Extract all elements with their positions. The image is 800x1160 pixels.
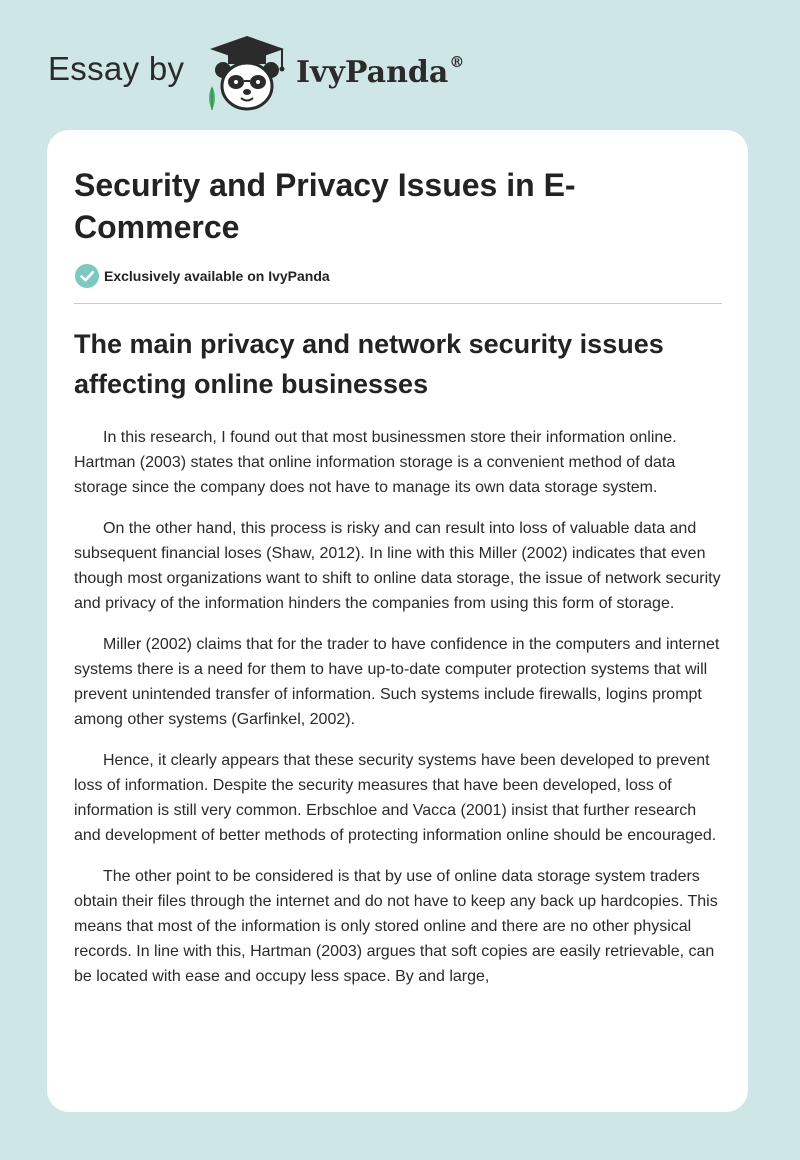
check-circle-icon	[74, 263, 100, 289]
divider	[74, 303, 722, 304]
brand-name-text: IvyPanda	[296, 55, 449, 90]
brand-name[interactable]	[296, 55, 464, 90]
paragraph: Miller (2002) claims that for the trader to have confidence in the computers and internet systems there is a need for them to have up-to-date computer protection systems that will prevent unintended transfer of information. Such systems include firewalls, logins prompt among other systems (Garfinkel, 2002).	[74, 636, 720, 728]
exclusive-badge	[74, 263, 330, 289]
panda-graduate-icon[interactable]	[202, 34, 292, 112]
essay-body	[74, 425, 724, 1005]
essay-card	[47, 130, 748, 1112]
registered-mark: ®	[449, 53, 465, 71]
paragraph: On the other hand, this process is risky and can result into loss of valuable data and subsequent financial loses (Shaw, 2012). In line with this Miller (2002) indicates that even though most organizations want to shift to online data storage, the issue of network security and privacy of the information hinders the companies from using this form of storage.	[74, 520, 721, 612]
paragraph: In this research, I found out that most businessmen store their information online. Hartman (2003) states that online information storage is a convenient method of data storage since the company does not have to manage its own data storage system.	[74, 429, 677, 496]
paragraph: The other point to be considered is that by use of online data storage system traders obtain their files through the internet and do not have to keep any back up hardcopies. This means that most of the information is only stored online and there are no other physical records. In line with this, Hartman (2003) argues that soft copies are easily retrievable, can be located with ease and occupy less space. By and large,	[74, 868, 718, 985]
section-heading: The main privacy and network security issues affecting online businesses	[74, 329, 664, 399]
essay-title: Security and Privacy Issues in E-Commerce	[74, 167, 576, 245]
site-header	[0, 0, 800, 130]
essay-by-label: Essay by	[48, 50, 185, 87]
paragraph: Hence, it clearly appears that these security systems have been developed to prevent loss of information. Despite the security measures that have been developed, loss of information is still very common. Erbschloe and Vacca (2001) insist that further research and development of better methods of protecting information online should be encouraged.	[74, 752, 717, 844]
badge-text: Exclusively available on IvyPanda	[104, 268, 330, 284]
